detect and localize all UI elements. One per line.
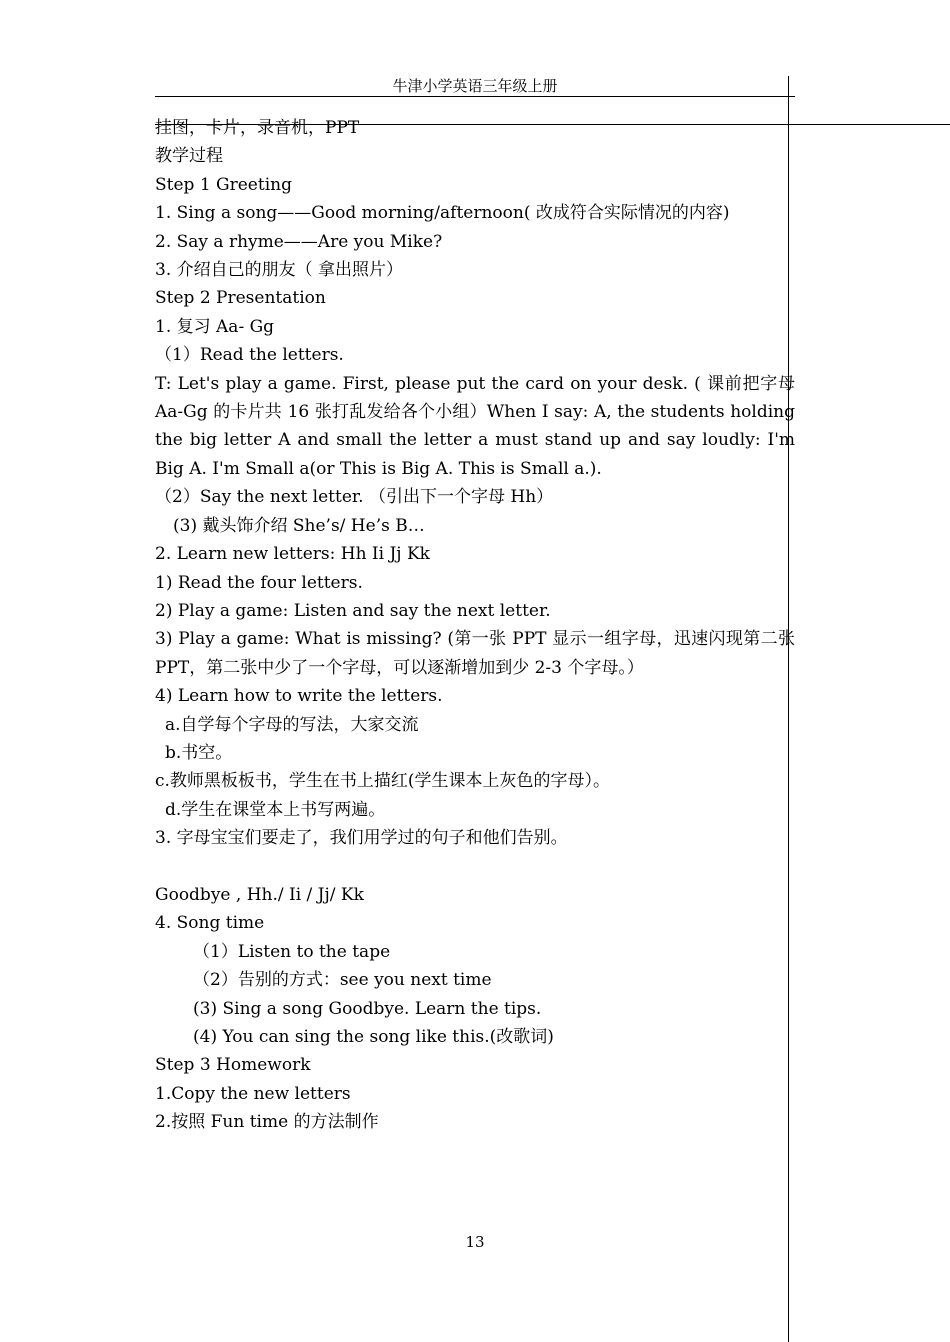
page-number: 13 bbox=[465, 1233, 485, 1251]
text-line: （2）Say the next letter. （引出下一个字母 Hh） bbox=[155, 487, 554, 508]
text-line: 教学过程 bbox=[155, 146, 223, 167]
blank-line bbox=[155, 853, 795, 881]
text-line: 3. 字母宝宝们要走了，我们用学过的句子和他们告别。 bbox=[155, 828, 568, 849]
text-line: a.自学每个字母的写法，大家交流 bbox=[165, 714, 419, 735]
text-line: (4) You can sing the song like this.(改歌词) bbox=[193, 1026, 554, 1047]
step-heading: Step 2 Presentation bbox=[155, 288, 326, 309]
header-underline bbox=[155, 96, 795, 97]
text-line: 挂图，卡片，录音机，PPT bbox=[155, 118, 360, 138]
text-line: (3) Sing a song Goodbye. Learn the tips. bbox=[193, 998, 542, 1019]
text-line: 2.按照 Fun time 的方法制作 bbox=[155, 1112, 379, 1133]
text-line: （1）Read the letters. bbox=[155, 345, 344, 366]
text-line: 1. 复习 Aa- Gg bbox=[155, 316, 275, 337]
text-line: Goodbye , Hh./ Ii / Jj/ Kk bbox=[155, 884, 364, 905]
document-body bbox=[155, 114, 795, 1137]
text-line: 2. Learn new letters: Hh Ii Jj Kk bbox=[155, 544, 430, 565]
text-line: 4. Song time bbox=[155, 913, 265, 934]
text-line: d.学生在课堂本上书写两遍。 bbox=[165, 799, 386, 820]
text-line: （1）Listen to the tape bbox=[193, 941, 391, 962]
text-line: 2) Play a game: Listen and say the next letter. bbox=[155, 600, 551, 621]
text-paragraph: 3) Play a game: What is missing? (第一张 PPT 显示一组字母，迅速闪现第二张 PPT，第二张中少了一个字母，可以逐渐增加到少 2-3 个字母。） bbox=[155, 629, 795, 678]
text-line: 4) Learn how to write the letters. bbox=[155, 686, 443, 707]
text-line: 2. Say a rhyme——Are you Mike? bbox=[155, 231, 443, 252]
text-paragraph: T: Let's play a game. First, please put the card on your desk. ( 课前把字母 Aa-Gg 的卡片共 16 张打乱发给各个小组）When I say: A, the students holding the big letter A and small the letter a must stand up and say loudly: I'm Big A. I'm Small a(or This is Big A. This is Small a.). bbox=[155, 373, 795, 479]
step-heading: Step 1 Greeting bbox=[155, 174, 292, 195]
text-line: 3. 介绍自己的朋友（ 拿出照片） bbox=[155, 260, 404, 281]
step-heading: Step 3 Homework bbox=[155, 1055, 311, 1076]
text-line: 1.Copy the new letters bbox=[155, 1083, 351, 1104]
text-line: 1. Sing a song——Good morning/afternoon( 改成符合实际情况的内容) bbox=[155, 203, 730, 224]
text-line: （2）告别的方式：see you next time bbox=[193, 970, 492, 991]
text-line: (3) 戴头饰介绍 She’s/ He’s B… bbox=[173, 515, 425, 536]
text-line: c.教师黑板板书，学生在书上描红(学生课本上灰色的字母）。 bbox=[155, 771, 611, 792]
text-line: 1) Read the four letters. bbox=[155, 572, 363, 593]
text-line: b.书空。 bbox=[165, 742, 233, 763]
page-header-title: 牛津小学英语三年级上册 bbox=[392, 77, 558, 95]
